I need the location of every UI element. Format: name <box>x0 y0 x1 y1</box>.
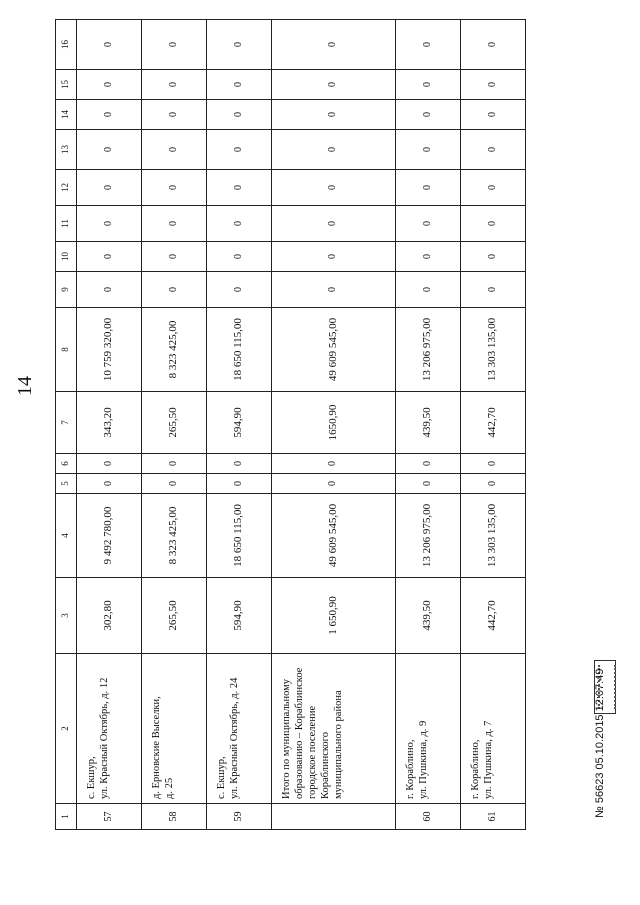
value-cell: 594,90 <box>206 578 271 654</box>
column-number-cell: 9 <box>56 272 77 308</box>
value-cell: 265,50 <box>141 392 206 454</box>
column-number-cell: 16 <box>56 20 77 70</box>
row-number-cell <box>271 804 395 830</box>
value-cell: 0 <box>206 130 271 170</box>
value-cell: 0 <box>396 242 461 272</box>
value-cell: 442,70 <box>461 578 526 654</box>
column-number-cell: 14 <box>56 100 77 130</box>
value-cell: 10 759 320,00 <box>77 308 142 392</box>
value-cell: 0 <box>396 454 461 474</box>
column-number-cell: 8 <box>56 308 77 392</box>
value-cell: 343,20 <box>77 392 142 454</box>
value-cell: 1 650,90 <box>271 578 395 654</box>
value-cell: 0 <box>461 454 526 474</box>
value-cell: 0 <box>461 100 526 130</box>
value-cell: 13 303 135,00 <box>461 308 526 392</box>
value-cell: 0 <box>77 454 142 474</box>
value-cell: 302,80 <box>77 578 142 654</box>
value-cell: 0 <box>271 70 395 100</box>
value-cell: 594,90 <box>206 392 271 454</box>
value-cell: 0 <box>206 70 271 100</box>
value-cell: 0 <box>141 474 206 494</box>
value-cell: 8 323 425,00 <box>141 494 206 578</box>
value-cell: 0 <box>396 70 461 100</box>
table-row <box>141 20 206 830</box>
row-number-cell: 57 <box>77 804 142 830</box>
value-cell: 0 <box>77 70 142 100</box>
column-number-cell: 2 <box>56 654 77 804</box>
value-cell: 0 <box>461 272 526 308</box>
table-row <box>271 20 395 830</box>
registration-stamp-text: № 56623 05.10.2015 12:07:49 <box>594 668 606 818</box>
value-cell: 0 <box>77 474 142 494</box>
value-cell: 0 <box>461 170 526 206</box>
value-cell: 0 <box>271 206 395 242</box>
value-cell: 0 <box>396 20 461 70</box>
value-cell: 0 <box>396 272 461 308</box>
value-cell: 49 609 545,00 <box>271 308 395 392</box>
value-cell: 8 323 425,00 <box>141 308 206 392</box>
row-number-cell: 59 <box>206 804 271 830</box>
value-cell: 13 303 135,00 <box>461 494 526 578</box>
value-cell: 0 <box>396 130 461 170</box>
value-cell: 13 206 975,00 <box>396 308 461 392</box>
value-cell: 0 <box>77 130 142 170</box>
value-cell: 0 <box>206 206 271 242</box>
column-number-cell: 3 <box>56 578 77 654</box>
value-cell: 0 <box>141 454 206 474</box>
column-number-cell: 5 <box>56 474 77 494</box>
value-cell: 0 <box>396 100 461 130</box>
value-cell: 0 <box>206 272 271 308</box>
value-cell: 9 492 780,00 <box>77 494 142 578</box>
value-cell: 0 <box>206 474 271 494</box>
value-cell: 49 609 545,00 <box>271 494 395 578</box>
column-number-cell: 1 <box>56 804 77 830</box>
address-cell: с. Екшур, ул. Красный Октябрь, д. 24 <box>206 654 271 804</box>
table-row <box>206 20 271 830</box>
value-cell: 0 <box>271 100 395 130</box>
value-cell: 0 <box>461 70 526 100</box>
value-cell: 0 <box>77 100 142 130</box>
value-cell: 0 <box>77 206 142 242</box>
value-cell: 0 <box>461 20 526 70</box>
value-cell: 0 <box>77 242 142 272</box>
value-cell: 0 <box>461 130 526 170</box>
column-number-cell: 6 <box>56 454 77 474</box>
row-number-cell: 58 <box>141 804 206 830</box>
address-cell: д. Ерновские Выселки, д. 25 <box>141 654 206 804</box>
value-cell: 0 <box>271 454 395 474</box>
table-row <box>77 20 142 830</box>
value-cell: 0 <box>461 474 526 494</box>
column-number-cell: 10 <box>56 242 77 272</box>
value-cell: 0 <box>271 20 395 70</box>
value-cell: 0 <box>461 242 526 272</box>
value-cell: 0 <box>77 272 142 308</box>
value-cell: 442,70 <box>461 392 526 454</box>
value-cell: 0 <box>206 20 271 70</box>
address-cell: Итого по муниципальному образованию – Кораблинское городское поселение Кораблинского муниципального района <box>271 654 395 804</box>
value-cell: 1650,90 <box>271 392 395 454</box>
value-cell: 0 <box>396 170 461 206</box>
value-cell: 18 650 115,00 <box>206 308 271 392</box>
table-row <box>461 20 526 830</box>
value-cell: 0 <box>271 474 395 494</box>
table-header-row <box>56 20 77 830</box>
value-cell: 0 <box>141 20 206 70</box>
value-cell: 439,50 <box>396 578 461 654</box>
value-cell: 265,50 <box>141 578 206 654</box>
column-number-cell: 4 <box>56 494 77 578</box>
value-cell: 0 <box>141 206 206 242</box>
value-cell: 0 <box>271 242 395 272</box>
address-cell: г. Кораблино, ул. Пушкина, д. 7 <box>461 654 526 804</box>
address-cell: с. Екшур, ул. Красный Октябрь, д. 12 <box>77 654 142 804</box>
value-cell: 0 <box>271 272 395 308</box>
value-cell: 0 <box>396 474 461 494</box>
value-cell: 0 <box>141 272 206 308</box>
table-row <box>396 20 461 830</box>
value-cell: 0 <box>141 242 206 272</box>
value-cell: 0 <box>141 170 206 206</box>
value-cell: 0 <box>271 130 395 170</box>
column-number-cell: 13 <box>56 130 77 170</box>
value-cell: 13 206 975,00 <box>396 494 461 578</box>
page-number: 14 <box>14 376 36 396</box>
data-table <box>55 19 526 830</box>
address-cell: г. Кораблино, ул. Пушкина, д. 9 <box>396 654 461 804</box>
column-number-cell: 12 <box>56 170 77 206</box>
column-number-cell: 7 <box>56 392 77 454</box>
value-cell: 18 650 115,00 <box>206 494 271 578</box>
column-number-cell: 11 <box>56 206 77 242</box>
value-cell: 0 <box>271 170 395 206</box>
value-cell: 0 <box>396 206 461 242</box>
row-number-cell: 60 <box>396 804 461 830</box>
value-cell: 0 <box>461 206 526 242</box>
column-number-cell: 15 <box>56 70 77 100</box>
value-cell: 0 <box>77 20 142 70</box>
value-cell: 0 <box>206 170 271 206</box>
value-cell: 0 <box>77 170 142 206</box>
data-table-container <box>55 20 526 830</box>
value-cell: 0 <box>206 242 271 272</box>
value-cell: 0 <box>206 454 271 474</box>
row-number-cell: 61 <box>461 804 526 830</box>
value-cell: 0 <box>141 70 206 100</box>
value-cell: 0 <box>206 100 271 130</box>
value-cell: 0 <box>141 100 206 130</box>
value-cell: 0 <box>141 130 206 170</box>
value-cell: 439,50 <box>396 392 461 454</box>
